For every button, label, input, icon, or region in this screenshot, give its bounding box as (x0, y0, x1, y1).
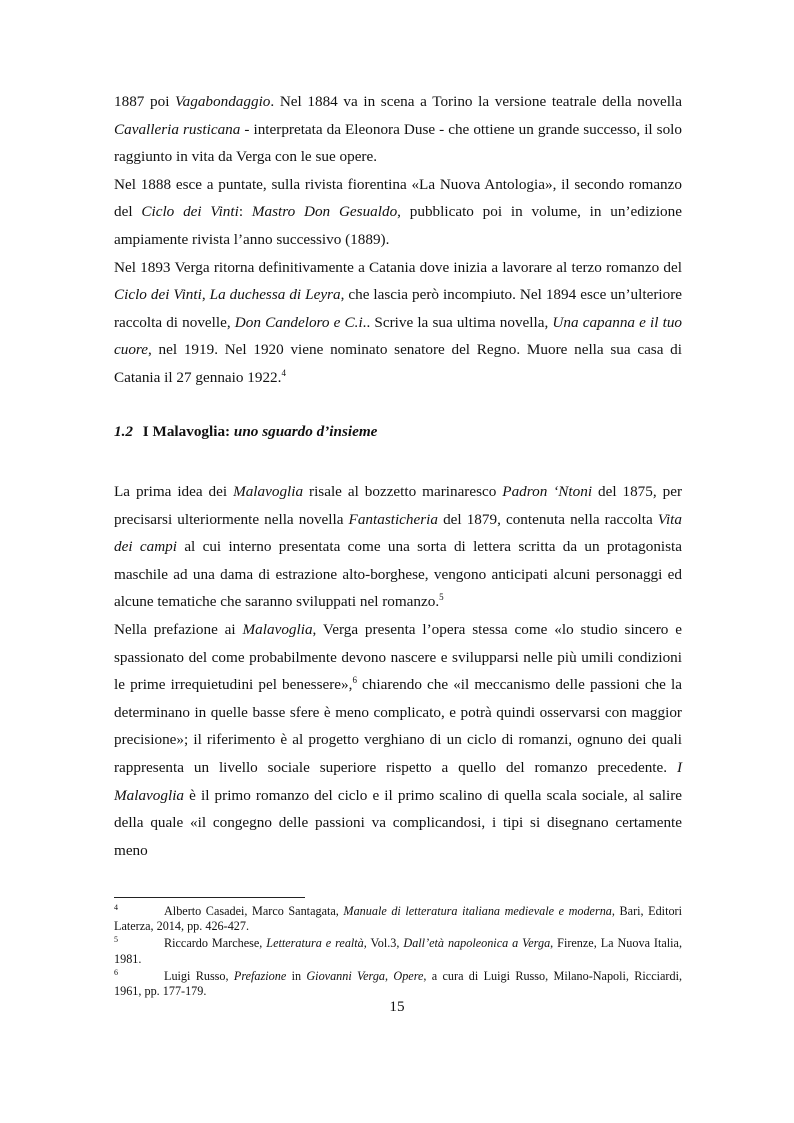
text-run: , a cura di Luigi Russo, Milano-Napoli, Ricciardi, 1961, pp. 177-179. (114, 968, 682, 999)
body-text-top (114, 88, 682, 392)
section-heading (114, 423, 377, 441)
text-run: , (385, 968, 394, 983)
text-run: , che lascia però incompiuto. Nel 1894 esce un’ulteriore raccolta di novelle, (114, 286, 683, 331)
text-run: in (286, 968, 307, 983)
italic-text: Vagabondaggio (175, 93, 271, 110)
italic-text: Padron ‘Ntoni (502, 483, 593, 500)
italic-text: Don Candeloro e C.i (234, 313, 363, 331)
italic-text: Fantasticheria (348, 510, 438, 528)
paragraph (114, 88, 682, 171)
italic-text: Opere (393, 968, 424, 983)
text-run: Nel 1893 Verga ritorna definitivamente a Catania dove inizia a lavorare al terzo romanzo del (114, 258, 682, 276)
section-title: I Malavoglia: (142, 423, 231, 440)
italic-text: Malavoglia (233, 483, 304, 500)
footnote: 5 Riccardo Marchese, Letteratura e realtà, Vol.3, Dall’età napoleonica a Verga, Firenze, La Nuova Italia, 1981. (114, 935, 683, 966)
italic-text: Letteratura e realtà, (266, 936, 367, 951)
italic-text: Malavoglia (242, 620, 313, 638)
italic-text: , Dall’età napoleonica a Verga (396, 936, 551, 951)
italic-text: I Malavoglia (114, 758, 682, 804)
footnote-ref: 6 (352, 675, 357, 686)
italic-text: Manuale di letteratura italiana medievale e moderna (343, 904, 612, 918)
footnote-ref: 4 (281, 367, 286, 378)
text-run: al cui interno presentata come una sorta di lettera scritta da un protagonista maschile ad una dama di estrazione alto-borghese, vengono anticipati alcuni personaggi ed alcune tematiche che saranno sviluppati nel romanzo. (114, 538, 682, 611)
italic-text: Ciclo dei Vinti (114, 286, 202, 304)
paragraph (114, 616, 682, 864)
footnote-separator (114, 897, 305, 898)
italic-text: Giovanni Verga (306, 968, 386, 983)
text-run: , pubblicato poi in volume, in un’edizione ampiamente rivista l’anno successivo (1889). (114, 203, 682, 248)
text-run: La prima idea dei (114, 483, 234, 500)
text-run: , (201, 286, 210, 304)
text-run: . Nel 1884 va in scena a Torino la versione teatrale della novella (270, 93, 682, 110)
text-run: del 1875, per precisarsi ulteriormente nella novella (114, 483, 682, 528)
text-run: Riccardo Marchese, (164, 936, 267, 951)
italic-text: Ciclo dei Vinti (141, 203, 239, 221)
text-run: 1887 poi (114, 93, 176, 110)
text-run: Nel 1888 esce a puntate, sulla rivista fiorentina «La Nuova Antologia», il secondo romanzo del (114, 175, 682, 221)
paragraph (114, 254, 682, 392)
italic-text: Una capanna e il tuo cuore (114, 313, 683, 359)
text-run: chiarendo che «il meccanismo delle passioni che la determinano in quelle basse sfere è meno complicato, e potrà quindi osservarsi con maggior precisione»; il riferimento è al progetto verghiano di un ciclo di romanzi, ognuno dei quali rappresenta un livello sociale superiore rispetto a quello del romanzo precedente. (114, 676, 682, 776)
text-run: Nella prefazione ai (114, 620, 243, 638)
italic-text: Prefazione (233, 968, 287, 983)
text-run: , nel 1919. Nel 1920 viene nominato senatore del Regno. Muore nella sua casa di Catania il 27 gennaio 1922. (114, 341, 682, 386)
body-text-section (114, 478, 682, 864)
text-run: del 1879, contenuta nella raccolta (437, 510, 658, 528)
text-run: Vol.3 (366, 936, 397, 951)
text-run: Alberto Casadei, Marco Santagata, (164, 904, 344, 918)
text-run: - interpretata da Eleonora Duse - che ottiene un grande successo, il solo raggiunto in vita da Verga con le sue opere. (114, 120, 682, 166)
text-run: è il primo romanzo del ciclo e il primo scalino di quella scala sociale, al salire della quale «il congegno delle passioni va complicandosi, i tipi si disegnano certamente meno (114, 786, 682, 859)
text-run: , Bari, Editori Laterza, 2014, pp. 426-427. (114, 904, 682, 934)
paragraph (114, 171, 682, 254)
text-run: : (238, 203, 252, 221)
italic-text: Vita dei campi (114, 510, 682, 556)
section-number: 1.2 (114, 423, 133, 440)
section-subtitle: uno sguardo d’insieme (233, 423, 378, 440)
text-run: , Firenze, La Nuova Italia, 1981. (114, 936, 683, 966)
italic-text: Cavalleria rusticana (114, 120, 241, 138)
italic-text: Mastro Don Gesualdo (251, 203, 398, 221)
text-run: .. Scrive la sua ultima novella, (362, 313, 553, 331)
text-run: , Verga presenta l’opera stessa come «lo studio sincero e spassionato del come probabilmente devono nascere e svilupparsi nelle più umili condizioni le prime irrequietudini pel benessere», (114, 620, 682, 694)
footnote-ref: 5 (439, 592, 444, 603)
paragraph (114, 478, 682, 616)
footnotes (114, 904, 682, 1001)
footnote: 6 Luigi Russo, Prefazione in Giovanni Verga, Opere, a cura di Luigi Russo, Milano-Napoli, Ricciardi, 1961, pp. 177-179. (114, 967, 682, 999)
footnote: 4 Alberto Casadei, Marco Santagata, Manuale di letteratura italiana medievale e moderna, Bari, Editori Laterza, 2014, pp. 426-427. (114, 902, 682, 934)
text-run: risale al bozzetto marinaresco (303, 483, 503, 500)
page-number: 15 (389, 998, 405, 1015)
italic-text: La duchessa di Leyra (209, 286, 341, 304)
text-run: Luigi Russo, (164, 968, 234, 983)
